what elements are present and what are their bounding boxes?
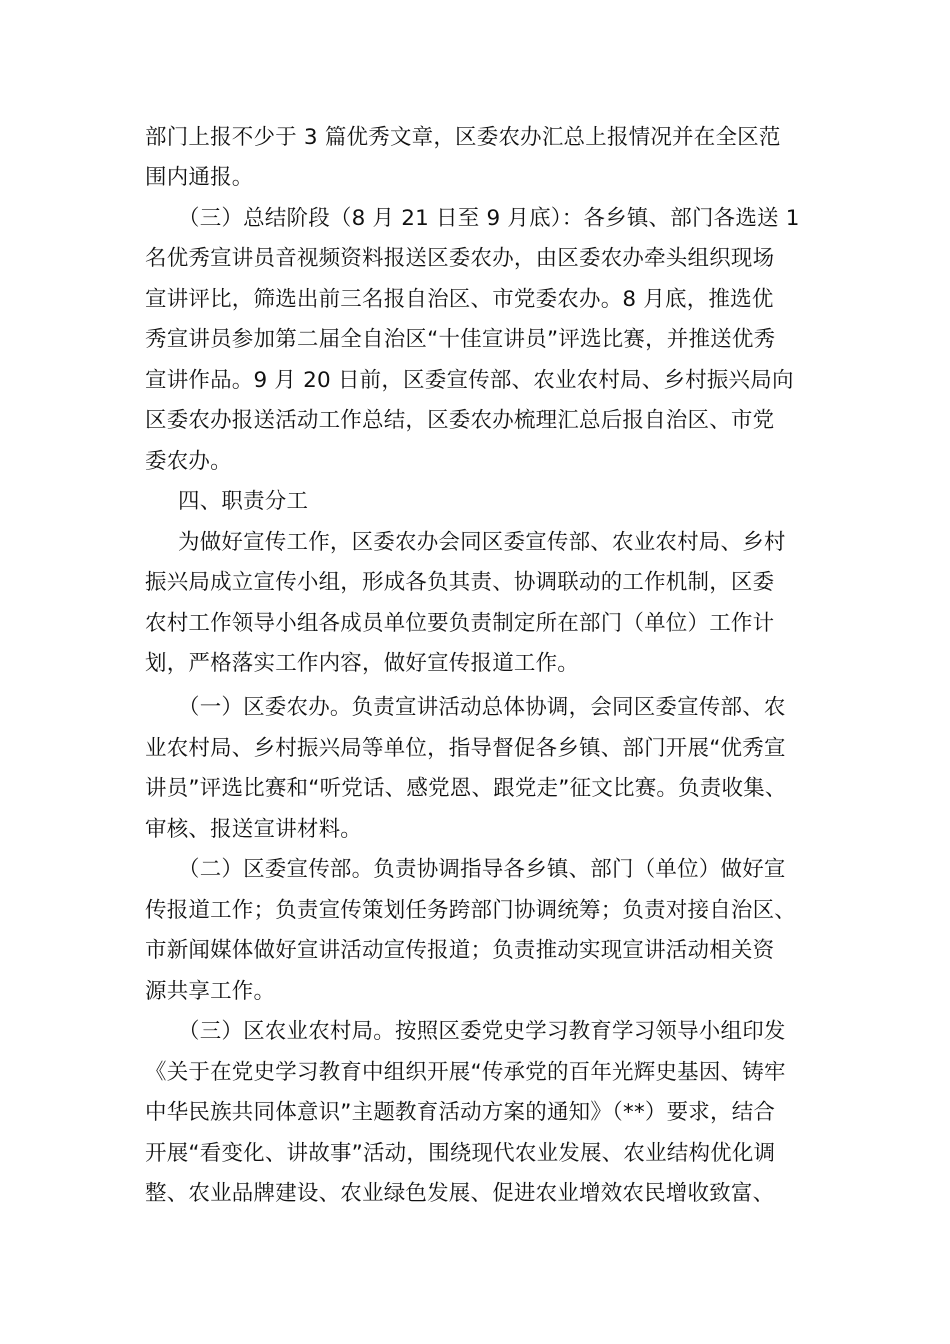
body-text-line: 整、农业品牌建设、农业绿色发展、促进农业增效农民增收致富、 (145, 1181, 775, 1206)
body-text-line: 宣讲作品。9 月 20 日前，区委宣传部、农业农村局、乡村振兴局向 (145, 368, 794, 393)
body-text-line: 部门上报不少于 3 篇优秀文章，区委农办汇总上报情况并在全区范 (145, 125, 781, 150)
body-text-line: 市新闻媒体做好宣讲活动宣传报道；负责推动实现宣讲活动相关资 (145, 938, 775, 963)
body-text-line: 开展“看变化、讲故事”活动，围绕现代农业发展、农业结构优化调 (145, 1141, 776, 1166)
section-heading-summary-stage: （三）总结阶段（8 月 21 日至 9 月底）：各乡镇、部门各选送 1 (178, 206, 800, 231)
subsection-heading-publicity-dept: （二）区委宣传部。负责协调指导各乡镇、部门（单位）做好宣 (178, 857, 786, 882)
body-text-line: 划，严格落实工作内容，做好宣传报道工作。 (145, 651, 580, 676)
body-text-line: 秀宣讲员参加第二届全自治区“十佳宣讲员”评选比赛，并推送优秀 (145, 327, 776, 352)
body-text-line: 围内通报。 (145, 165, 254, 190)
body-text-line: 审核、报送宣讲材料。 (145, 817, 363, 842)
subsection-heading-agri-bureau: （三）区农业农村局。按照区委党史学习教育学习领导小组印发 (178, 1019, 786, 1044)
body-text-line: 业农村局、乡村振兴局等单位，指导督促各乡镇、部门开展“优秀宣 (145, 736, 786, 761)
subsection-heading-agri-office: （一）区委农办。负责宣讲活动总体协调，会同区委宣传部、农 (178, 695, 786, 720)
body-text-line: 农村工作领导小组各成员单位要负责制定所在部门（单位）工作计 (145, 611, 775, 636)
body-text-line: 源共享工作。 (145, 979, 276, 1004)
body-text-line: 传报道工作；负责宣传策划任务跨部门协调统筹；负责对接自治区、 (145, 898, 797, 923)
body-text-line: 区委农办报送活动工作总结，区委农办梳理汇总后报自治区、市党 (145, 408, 775, 433)
section-heading-responsibilities: 四、职责分工 (178, 489, 309, 514)
body-text-line: 名优秀宣讲员音视频资料报送区委农办，由区委农办牵头组织现场 (145, 246, 775, 271)
body-text-line: 为做好宣传工作，区委农办会同区委宣传部、农业农村局、乡村 (178, 530, 786, 555)
body-text-line: 委农办。 (145, 449, 232, 474)
body-text-line: 宣讲评比，筛选出前三名报自治区、市党委农办。8 月底，推选优 (145, 287, 774, 312)
body-text-line: 振兴局成立宣传小组，形成各负其责、协调联动的工作机制，区委 (145, 570, 775, 595)
body-text-line: 中华民族共同体意识”主题教育活动方案的通知》（**）要求，结合 (145, 1100, 776, 1125)
body-text-line: 《关于在党史学习教育中组织开展“传承党的百年光辉史基因、铸牢 (145, 1060, 786, 1085)
body-text-line: 讲员”评选比赛和“听党话、感党恩、跟党走”征文比赛。负责收集、 (145, 776, 787, 801)
